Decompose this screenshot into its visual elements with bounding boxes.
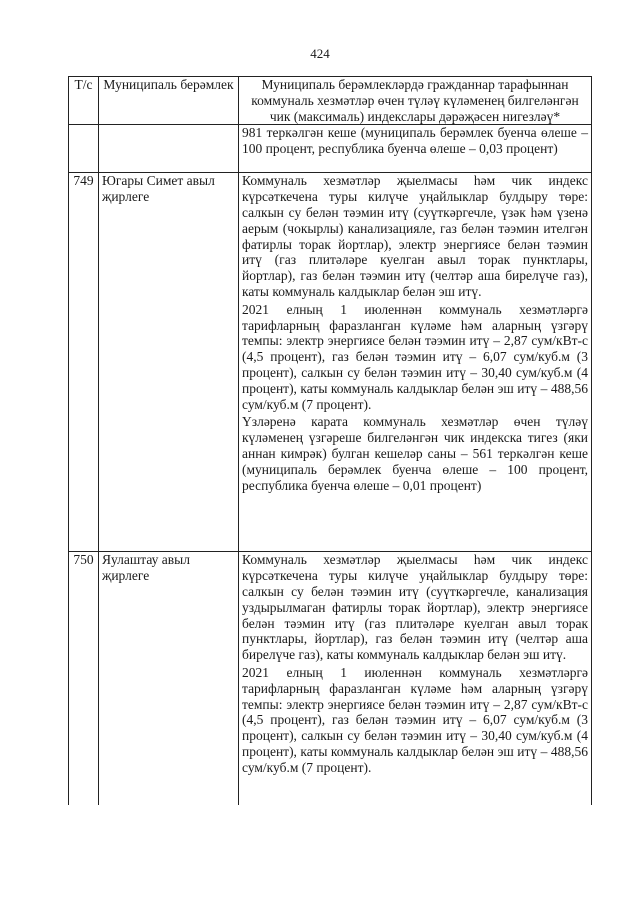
- row-number: 749: [69, 173, 99, 552]
- header-number: Т/с: [69, 77, 99, 125]
- continuation-text: 981 теркәлгән кеше (муниципаль берәмлек буенча өлеше – 100 процент, республика буенча өлеше – 0,03 процент): [242, 125, 588, 157]
- municipality-cell: [99, 125, 239, 173]
- table-row-continuation: [69, 125, 592, 173]
- description-paragraph: 2021 елның 1 июленнән коммуналь хезмәтләргә тарифларның фаразланган күләме һәм аларның үзгәрү темпы: электр энергиясе белән тәэмин итү – 2,87 сум/кВт-с (4,5 процент), газ белән тәэмин итү – 6,07 сум/куб.м (3 процент), салкын су белән тәэмин итү – 30,40 сум/куб.м (4 процент), каты коммуналь калдыклар белән эш итү – 488,56 сум/куб.м (7 процент).: [242, 301, 588, 412]
- page-number: 424: [310, 46, 330, 61]
- table-row: [69, 552, 592, 806]
- description-cell: [239, 125, 592, 173]
- description-cell: [239, 552, 592, 806]
- row-number: 750: [69, 552, 99, 806]
- description-cell: [239, 173, 592, 552]
- description-paragraph: Коммуналь хезмәтләр җыелмасы һәм чик индекс күрсәткечена туры килүче уңайлыклар булдыру төре: салкын су белән тәэмин итү (суүткәргечле, канализация уздырылмаган фатирлы торак йортлар), электр энергиясе белән тәэмин итү (газ плитәләре куелган авыл торак пунктлары, йортлар), газ белән тәэмин итү (челтәр аша бирелүче газ), каты коммуналь калдыклар белән эш итү.: [242, 552, 588, 663]
- description-paragraph: 2021 елның 1 июленнән коммуналь хезмәтләргә тарифларның фаразланган күләме һәм аларның үзгәрү темпы: электр энергиясе белән тәэмин итү – 2,87 сум/кВт-с (4,5 процент), газ белән тәэмин итү – 6,07 сум/куб.м (3 процент), салкын су белән тәэмин итү – 30,40 сум/куб.м (4 процент), каты коммуналь калдыклар белән эш итү – 488,56 сум/куб.м (7 процент).: [242, 664, 588, 775]
- municipality-name: Яулаштау авыл җирлеге: [99, 552, 239, 806]
- table-row: [69, 173, 592, 552]
- row-number-cell: [69, 125, 99, 173]
- header-municipality: Муниципаль берәмлек: [99, 77, 239, 125]
- tariff-index-table: [68, 76, 592, 805]
- municipality-name: Югары Симет авыл җирлеге: [99, 173, 239, 552]
- header-description: Муниципаль берәмлекләрдә гражданнар тарафыннан коммуналь хезмәтләр өчен түләү күләменең билгеләнгән чик (максималь) индекслары дәрәҗәсен нигезләү*: [239, 77, 592, 125]
- description-paragraph: Коммуналь хезмәтләр җыелмасы һәм чик индекс күрсәткечена туры килүче уңайлыклар булдыру төре: салкын су белән тәэмин итү (суүткәргечле, үзәк һәм үзенә аерым (чокырлы) канализацияле, газ белән тәэмин ителгән фатирлы торак йортлар), электр энергиясе белән тәэмин итү (газ плитәләре куелган авыл торак пунктлары, йортлар), газ белән тәэмин итү (челтәр аша бирелүче газ), каты коммуналь калдыклар белән эш итү.: [242, 173, 588, 299]
- table-header-row: [69, 77, 592, 125]
- description-paragraph: Үзләренә карата коммуналь хезмәтләр өчен түләү күләменең үзгәреше билгеләнгән чик индекска тигез (яки аннан кимрәк) булган кешеләр саны – 561 теркәлгән кеше (муниципаль берәмлек буенча өлеше – 100 процент, республика буенча өлеше – 0,01 процент): [242, 414, 588, 493]
